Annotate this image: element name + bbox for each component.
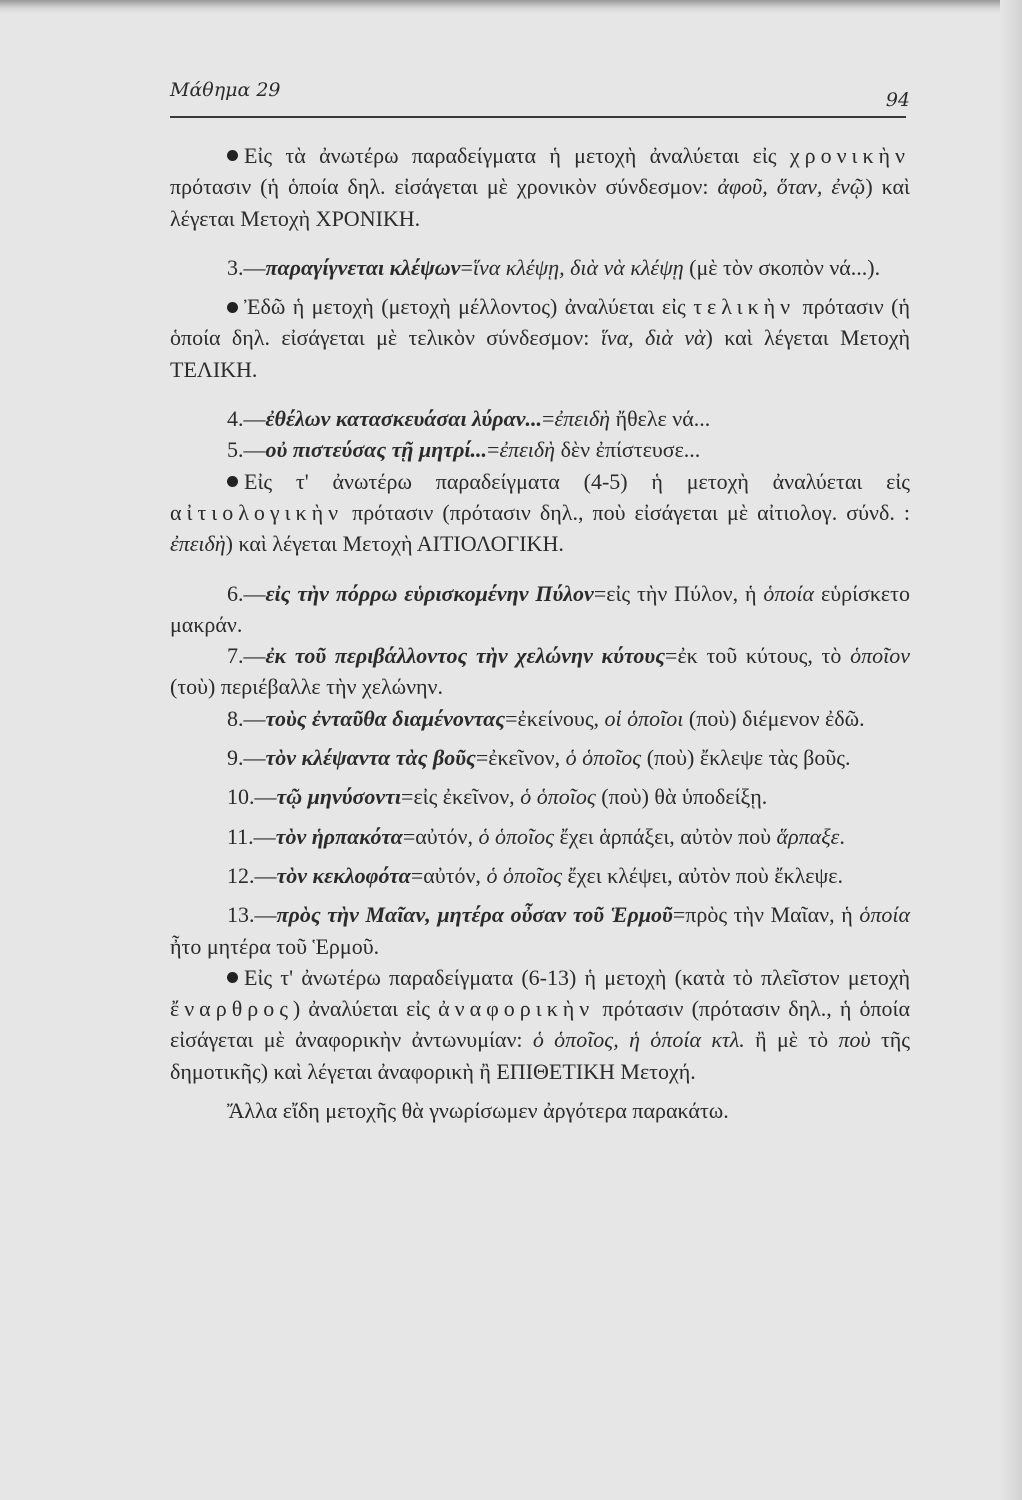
bullet-icon bbox=[227, 476, 238, 487]
bullet-icon bbox=[227, 150, 238, 161]
header-rule bbox=[170, 116, 906, 118]
example-3: 3.—παραγίγνεται κλέψων=ἵνα κλέψῃ, διὰ νὰ κλέψῃ (μὲ τὸν σκοπὸν νά...). bbox=[227, 254, 881, 280]
page-header bbox=[170, 75, 910, 115]
example-9: 9.—τὸν κλέψαντα τὰς βοῦς=ἐκεῖνον, ὁ ὁποῖος (ποὺ) ἔκλεψε τὰς βοῦς. bbox=[227, 745, 851, 771]
lesson-title: Μάθημα 29 bbox=[170, 79, 281, 101]
bullet-icon bbox=[227, 972, 238, 983]
page-body bbox=[170, 140, 910, 1126]
note-temporal: Εἰς τὰ ἀνωτέρω παραδείγματα ἡ μετοχὴ ἀναλύεται εἰς χρονικὴν πρότασιν (ἡ ὁποία δηλ. εἰσάγεται μὲ χρονικὸν σύνδεσμον: ἀφοῦ, ὅταν, ἐνῷ) καὶ λέγεται Μετοχὴ ΧΡΟΝΙΚΗ. bbox=[170, 143, 910, 231]
page-number: 94 bbox=[885, 89, 910, 111]
example-7: 7.—ἐκ τοῦ περιβάλλοντος τὴν χελώνην κύτους=ἐκ τοῦ κύτους, τὸ ὁποῖον (τοὺ) περιέβαλλε τὴν χελώνην. bbox=[170, 643, 911, 700]
example-11: 11.—τὸν ἡρπακότα=αὐτόν, ὁ ὁποῖος ἔχει ἁρπάξει, αὐτὸν ποὺ ἅρπαξε. bbox=[227, 823, 845, 849]
example-10: 10.—τῷ μηνύσοντι=εἰς ἐκεῖνον, ὁ ὁποῖος (ποὺ) θὰ ὑποδείξῃ. bbox=[227, 784, 768, 810]
example-4: 4.—ἐθέλων κατασκευάσαι λύραν...=ἐπειδὴ ἤθελε νά... bbox=[227, 406, 711, 432]
bullet-icon bbox=[227, 302, 238, 313]
example-5: 5.—οὐ πιστεύσας τῇ μητρί...=ἐπειδὴ δὲν ἐπίστευσε... bbox=[227, 437, 701, 463]
page-top-edge bbox=[0, 0, 1022, 14]
note-causal: Εἰς τ' ἀνωτέρω παραδείγματα (4-5) ἡ μετοχὴ ἀναλύεται εἰς αἰτιολογικὴν πρότασιν (πρότασιν δηλ., ποὺ εἰσάγεται μὲ αἰτιολογ. σύνδ. : ἐπειδὴ) καὶ λέγεται Μετοχὴ ΑΙΤΙΟΛΟΓΙΚΗ. bbox=[170, 468, 910, 557]
example-12: 12.—τὸν κεκλοφότα=αὐτόν, ὁ ὁποῖος ἔχει κλέψει, αὐτὸν ποὺ ἔκλεψε. bbox=[227, 862, 844, 888]
example-6: 6.—εἰς τὴν πόρρω εὑρισκομένην Πύλον=εἰς τὴν Πύλον, ἡ ὁποία εὑρίσκετο μακράν. bbox=[170, 580, 911, 637]
closing-sentence: Ἄλλα εἴδη μετοχῆς θὰ γνωρίσωμεν ἀργότερα παρακάτω. bbox=[227, 1098, 729, 1124]
example-8: 8.—τοὺς ἐνταῦθα διαμένοντας=ἐκείνους, οἱ ὁποῖοι (ποὺ) διέμενον ἐδῶ. bbox=[227, 705, 865, 731]
note-relative: Εἰς τ' ἀνωτέρω παραδείγματα (6-13) ἡ μετοχὴ (κατὰ τὸ πλεῖστον μετοχὴ ἔναρθρος) ἀναλύεται εἰς ἀναφορικὴν πρότασιν (πρότασιν δηλ., ἡ ὁποία εἰσάγεται μὲ ἀναφορικὴν ἀντωνυμίαν: ὁ ὁποῖος, ἡ ὁποία κτλ. ἢ μὲ τὸ ποὺ τῆς δημοτικῆς) καὶ λέγεται ἀναφορικὴ ἢ ΕΠΙΘΕΤΙΚΗ Μετοχή. bbox=[170, 964, 910, 1084]
example-13: 13.—πρὸς τὴν Μαῖαν, μητέρα οὖσαν τοῦ Ἑρμοῦ=πρὸς τὴν Μαῖαν, ἡ ὁποία ἦτο μητέρα τοῦ Ἑρμοῦ. bbox=[170, 902, 911, 959]
page-right-edge bbox=[1000, 0, 1022, 1500]
note-final: Ἐδῶ ἡ μετοχὴ (μετοχὴ μέλλοντος) ἀναλύεται εἰς τελικὴν πρότασιν (ἡ ὁποία δηλ. εἰσάγεται μὲ τελικὸν σύνδεσμον: ἵνα, διὰ νὰ) καὶ λέγεται Μετοχὴ ΤΕΛΙΚΗ. bbox=[170, 294, 910, 382]
